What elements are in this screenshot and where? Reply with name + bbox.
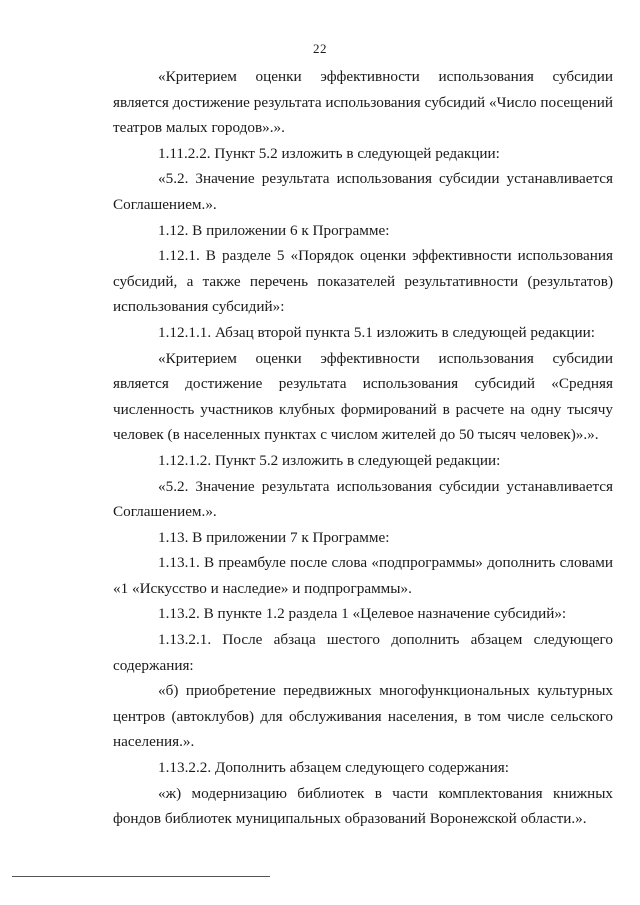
paragraph: «5.2. Значение результата использования субсидии устанавливается Соглашением.». — [113, 170, 613, 213]
paragraph: 1.13.2. В пункте 1.2 раздела 1 «Целевое назначение субсидий»: — [158, 605, 567, 623]
paragraph: 1.11.2.2. Пункт 5.2 изложить в следующей редакции: — [158, 144, 500, 162]
paragraph: 1.12.1. В разделе 5 «Порядок оценки эффективности использования субсидий, а также перечень показателей результативности (результатов) использования субсидий»: — [113, 247, 613, 316]
paragraph: 1.12.1.2. Пункт 5.2 изложить в следующей редакции: — [158, 451, 501, 469]
document-body — [113, 64, 613, 832]
paragraph: 1.13.1. В преамбуле после слова «подпрограммы» дополнить словами «1 «Искусство и наследие» и подпрограммы». — [113, 554, 613, 597]
footer-divider — [12, 876, 270, 877]
paragraph: «ж) модернизацию библиотек в части комплектования книжных фондов библиотек муниципальных образований Воронежской области.». — [113, 784, 613, 828]
paragraph: 1.12. В приложении 6 к Программе: — [158, 221, 390, 239]
paragraph: «5.2. Значение результата использования субсидии устанавливается Соглашением.». — [113, 477, 613, 521]
paragraph: 1.13. В приложении 7 к Программе: — [158, 528, 390, 546]
paragraph: «Критерием оценки эффективности использования субсидии является достижение результата использования субсидий «Число посещений театров малых городов».». — [113, 68, 613, 137]
paragraph: 1.13.2.2. Дополнить абзацем следующего содержания: — [158, 759, 509, 777]
paragraph: «б) приобретение передвижных многофункциональных культурных центров (автоклубов) для обслуживания населения, в том числе сельского населения.». — [113, 682, 613, 751]
paragraph: 1.12.1.1. Абзац второй пункта 5.1 изложить в следующей редакции: — [158, 323, 595, 341]
paragraph: 1.13.2.1. После абзаца шестого дополнить абзацем следующего содержания: — [113, 631, 613, 674]
page-number: 22 — [313, 41, 327, 56]
paragraph: «Критерием оценки эффективности использования субсидии является достижение результата использования субсидий «Средняя численность участников клубных формирований в расчете на одну тысячу человек (в населенных пунктах с числом жителей до 50 тысяч человек)».». — [113, 349, 613, 444]
